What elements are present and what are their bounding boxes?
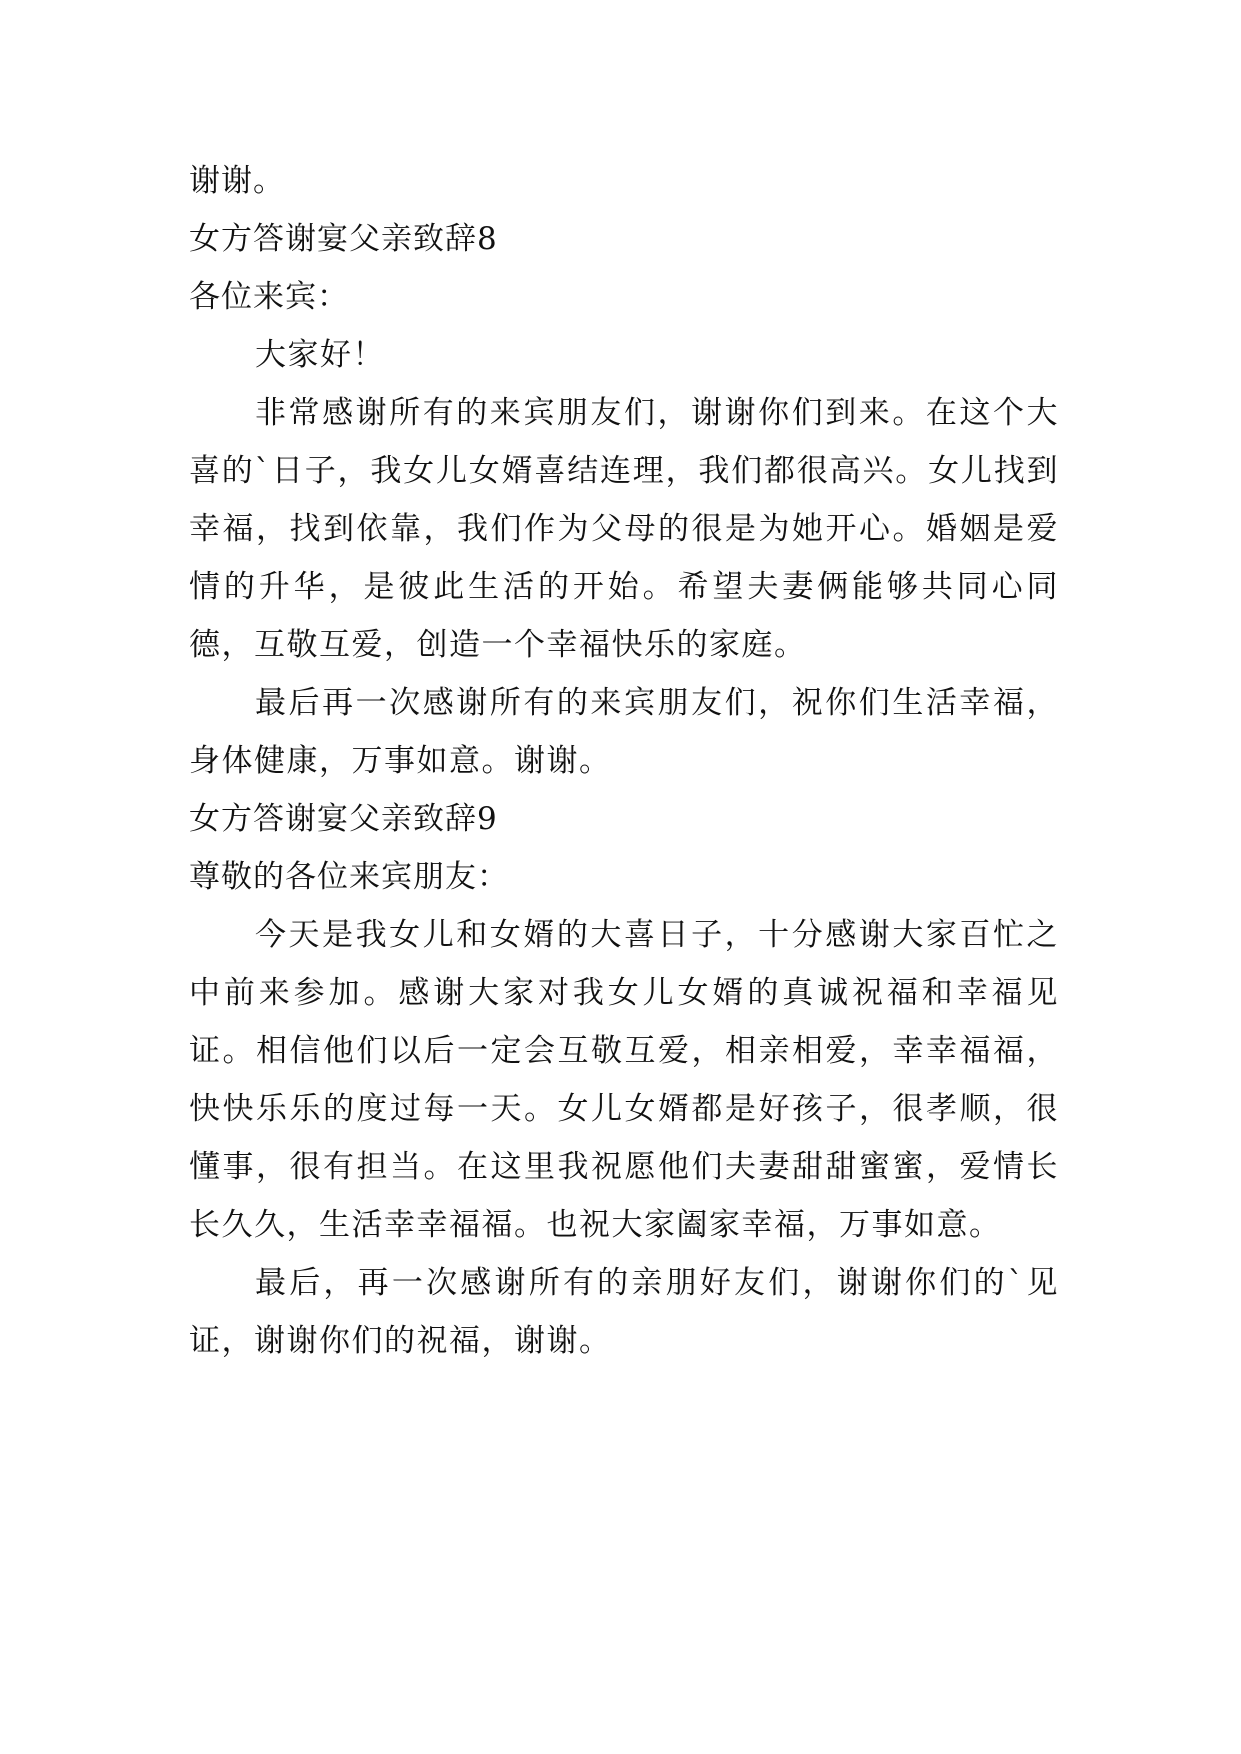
speech-9-paragraph-1: 今天是我女儿和女婿的大喜日子，十分感谢大家百忙之中前来参加。感谢大家对我女儿女婿的真诚祝福和幸福见证。相信他们以后一定会互敬互爱，相亲相爱，幸幸福福，快快乐乐的度过每一天。女儿女婿都是好孩子，很孝顺，很懂事，很有担当。在这里我祝愿他们夫妻甜甜蜜蜜，爱情长长久久，生活幸幸福福。也祝大家阖家幸福，万事如意。 bbox=[189, 917, 1059, 1243]
speech-8-paragraph-2: 最后再一次感谢所有的来宾朋友们，祝你们生活幸福，身体健康，万事如意。谢谢。 bbox=[189, 685, 1059, 779]
speech-8-paragraph-1: 非常感谢所有的来宾朋友们，谢谢你们到来。在这个大喜的`日子，我女儿女婿喜结连理，我们都很高兴。女儿找到幸福，找到依靠，我们作为父母的很是为她开心。婚姻是爱情的升华，是彼此生活的开始。希望夫妻俩能够共同心同德，互敬互爱，创造一个幸福快乐的家庭。 bbox=[189, 395, 1059, 663]
document-page bbox=[189, 152, 1059, 1370]
closing-thanks: 谢谢。 bbox=[189, 163, 285, 199]
salutation-9: 尊敬的各位来宾朋友： bbox=[189, 859, 509, 895]
section-heading-9: 女方答谢宴父亲致辞9 bbox=[189, 801, 498, 837]
section-heading-8: 女方答谢宴父亲致辞8 bbox=[189, 221, 498, 257]
greeting-paragraph: 大家好！ bbox=[255, 337, 385, 373]
speech-9-paragraph-2: 最后，再一次感谢所有的亲朋好友们，谢谢你们的`见证，谢谢你们的祝福，谢谢。 bbox=[189, 1265, 1059, 1359]
salutation-8: 各位来宾： bbox=[189, 279, 349, 315]
